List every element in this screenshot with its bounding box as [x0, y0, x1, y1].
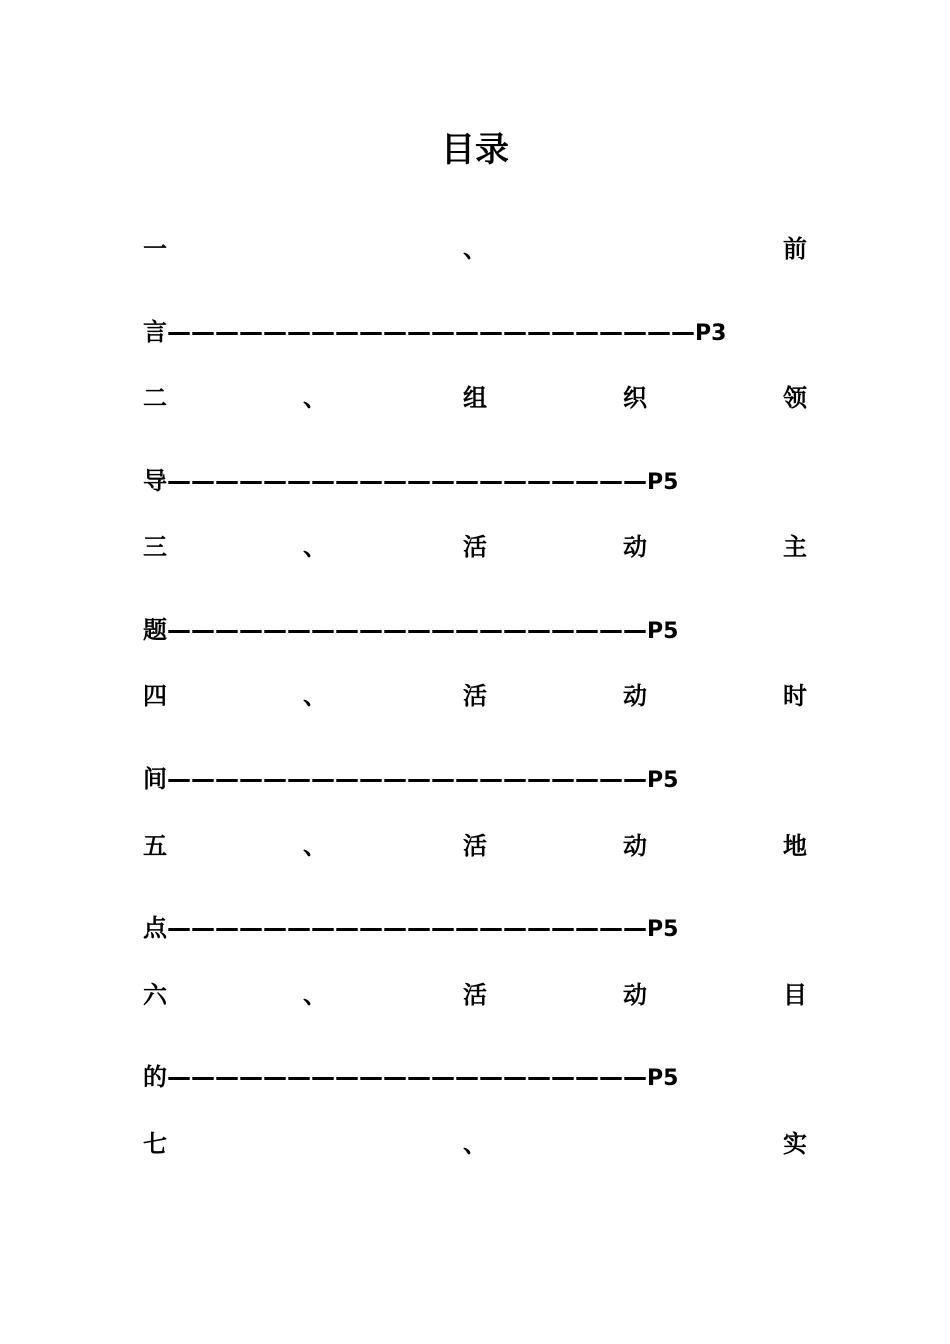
toc-char: 、 — [303, 981, 327, 1009]
page-number: P5 — [647, 1066, 679, 1091]
page-number: P5 — [647, 619, 679, 644]
toc-char: 主 — [783, 533, 807, 561]
toc-char: 间 — [143, 765, 167, 793]
toc-char: 动 — [623, 981, 647, 1009]
dot-leader: ———————————————————— — [167, 616, 647, 644]
toc-char: 领 — [783, 384, 807, 412]
page-title: 目录 — [441, 130, 509, 170]
toc-entry-1-line-2[interactable] — [143, 316, 726, 348]
dot-leader: ———————————————————— — [167, 765, 647, 793]
toc-char: 六 — [143, 981, 167, 1009]
toc-char: 的 — [143, 1063, 167, 1091]
toc-char: 、 — [303, 682, 327, 710]
dot-leader: ———————————————————— — [167, 1063, 647, 1091]
toc-char: 动 — [623, 682, 647, 710]
dot-leader: ———————————————————— — [167, 467, 647, 495]
toc-char: 导 — [143, 467, 167, 495]
toc-char: 言 — [143, 318, 167, 346]
toc-char: 组 — [463, 384, 487, 412]
toc-char: 、 — [303, 832, 327, 860]
page-number: P3 — [695, 321, 727, 346]
page-number: P5 — [647, 768, 679, 793]
toc-entry-7-line-1 — [140, 1128, 810, 1160]
toc-entry-4-line-1 — [140, 680, 810, 712]
toc-char: 活 — [463, 981, 487, 1009]
toc-char: 五 — [143, 832, 167, 860]
toc-char: 织 — [623, 384, 647, 412]
toc-entry-4-line-2[interactable] — [143, 763, 678, 795]
toc-entry-1-line-1 — [140, 233, 810, 265]
toc-char: 二 — [143, 384, 167, 412]
toc-char: 地 — [783, 832, 807, 860]
page-number: P5 — [647, 470, 679, 495]
toc-entry-3-line-2[interactable] — [143, 614, 678, 646]
toc-char: 活 — [463, 682, 487, 710]
toc-char: 动 — [623, 832, 647, 860]
dot-leader: —————————————————————— — [167, 318, 695, 346]
toc-char: 、 — [463, 1130, 487, 1158]
toc-char: 、 — [303, 384, 327, 412]
toc-char: 前 — [783, 235, 807, 263]
toc-char: 活 — [463, 533, 487, 561]
toc-char: 活 — [463, 832, 487, 860]
toc-char: 题 — [143, 616, 167, 644]
toc-char: 目 — [783, 981, 807, 1009]
toc-entry-2-line-2[interactable] — [143, 465, 678, 497]
toc-entry-3-line-1 — [140, 531, 810, 563]
toc-char: 实 — [783, 1130, 807, 1158]
toc-char: 、 — [303, 533, 327, 561]
toc-char: 动 — [623, 533, 647, 561]
toc-entry-6-line-1 — [140, 979, 810, 1011]
toc-entry-5-line-2[interactable] — [143, 912, 678, 944]
toc-char: 七 — [143, 1130, 167, 1158]
page-number: P5 — [647, 917, 679, 942]
toc-char: 点 — [143, 914, 167, 942]
toc-char: 四 — [143, 682, 167, 710]
toc-char: 时 — [783, 682, 807, 710]
toc-char: 一 — [143, 235, 167, 263]
toc-entry-6-line-2[interactable] — [143, 1061, 678, 1093]
toc-entry-2-line-1 — [140, 382, 810, 414]
toc-entry-5-line-1 — [140, 830, 810, 862]
toc-char: 、 — [463, 235, 487, 263]
dot-leader: ———————————————————— — [167, 914, 647, 942]
toc-char: 三 — [143, 533, 167, 561]
